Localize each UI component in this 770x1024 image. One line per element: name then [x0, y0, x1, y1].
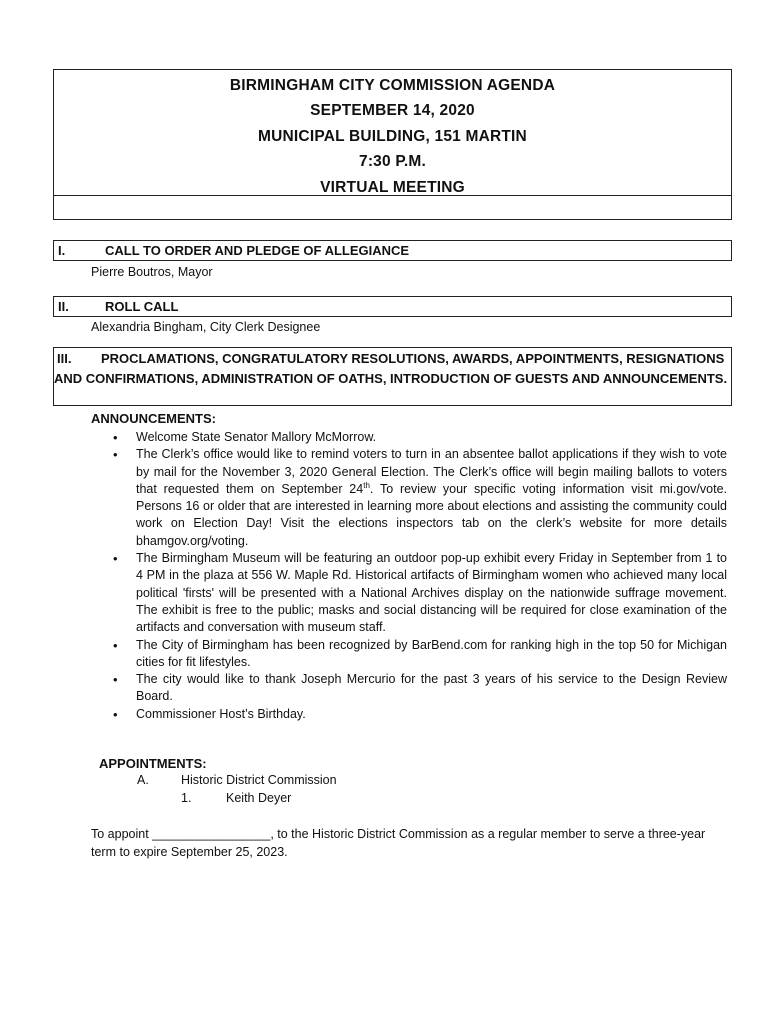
announcements-list: [111, 429, 727, 723]
section-2-detail: Alexandria Bingham, City Clerk Designee: [91, 320, 321, 334]
appointment-a-text: Historic District Commission: [181, 773, 337, 787]
section-1-number: I.: [58, 243, 66, 258]
announcement-text: Welcome State Senator Mallory McMorrow.: [136, 430, 377, 444]
title-line-1: BIRMINGHAM CITY COMMISSION AGENDA: [229, 77, 556, 94]
title-line-5: VIRTUAL MEETING: [320, 178, 465, 196]
appointment-paragraph: To appoint _________________, to the Historic District Commission as a regular member to serve a three-year term to expire September 25, 2023.: [91, 827, 706, 859]
announcement-text: The Birmingham Museum will be featuring an outdoor pop-up exhibit every Friday in September from 1 to 4 PM in the plaza at 556 W. Maple Rd. Historical artifacts of Birmingham women who achieved many local political 'firsts' will be presented with a National Archives display on the nationwide suffrage movement. The exhibit is free to the public; masks and social distancing will be required for close examination of the artifacts and conversation with museum staff.: [136, 551, 727, 635]
announcement-text: Commissioner Host’s Birthday.: [136, 706, 306, 721]
announcement-item: [111, 637, 727, 672]
title-line-2: SEPTEMBER 14, 2020: [310, 102, 475, 120]
announcement-item: [111, 429, 727, 446]
section-1-detail: Pierre Boutros, Mayor: [91, 265, 213, 279]
announcement-item: [111, 550, 727, 636]
section-2-number: II.: [58, 299, 69, 314]
title-box: [53, 69, 732, 220]
section-3-header: [53, 347, 732, 406]
section-3-label: PROCLAMATIONS, CONGRATULATORY RESOLUTIONS, AWARDS, APPOINTMENTS, RESIGNATIONS AND CONFIRMATIONS, ADMINISTRATION OF OATHS, INTRODUCTION OF GUESTS AND ANNOUNCEMENTS.: [54, 351, 728, 386]
appointment-a-marker: A.: [137, 773, 149, 787]
section-2-label: ROLL CALL: [105, 299, 179, 314]
section-2-header: [53, 296, 732, 317]
announcement-item: [111, 671, 727, 706]
section-1-header: [53, 240, 732, 261]
title-line-4: 7:30 P.M.: [359, 153, 426, 171]
announcement-text: . To review your specific voting information visit mi.gov/vote. Persons 16 or older that are interested in learning more about elections and assisting the community could work on Election Day! Visit the elections inspectors tab on the clerk’s website for more details bhamgov.org/voting.: [136, 481, 727, 548]
announcement-item: [111, 446, 727, 550]
title-block: [54, 70, 731, 196]
ordinal-suffix: th: [363, 480, 370, 490]
announcement-text: The Clerk’s office would like to remind voters to turn in an absentee ballot applications if they wish to vote by mail for the November 3, 2020 General Election. The Clerk’s office will begin mailing ballots to voters that requested them on September 24: [136, 447, 727, 496]
announcement-item: [111, 706, 727, 723]
appointment-1-marker: 1.: [181, 791, 192, 805]
section-3-number: III.: [57, 351, 72, 366]
appointment-1-text: Keith Deyer: [226, 791, 292, 805]
section-1-label: CALL TO ORDER AND PLEDGE OF ALLEGIANCE: [105, 243, 410, 258]
appointments-heading: APPOINTMENTS:: [99, 756, 207, 771]
announcement-text: The city would like to thank Joseph Mercurio for the past 3 years of his service to the Design Review Board.: [136, 672, 727, 704]
announcements-heading: ANNOUNCEMENTS:: [91, 411, 216, 426]
title-line-3: MUNICIPAL BUILDING, 151 MARTIN: [258, 127, 527, 145]
announcement-text: The City of Birmingham has been recognized by BarBend.com for ranking high in the top 50 for Michigan cities for fit lifestyles.: [136, 637, 727, 669]
